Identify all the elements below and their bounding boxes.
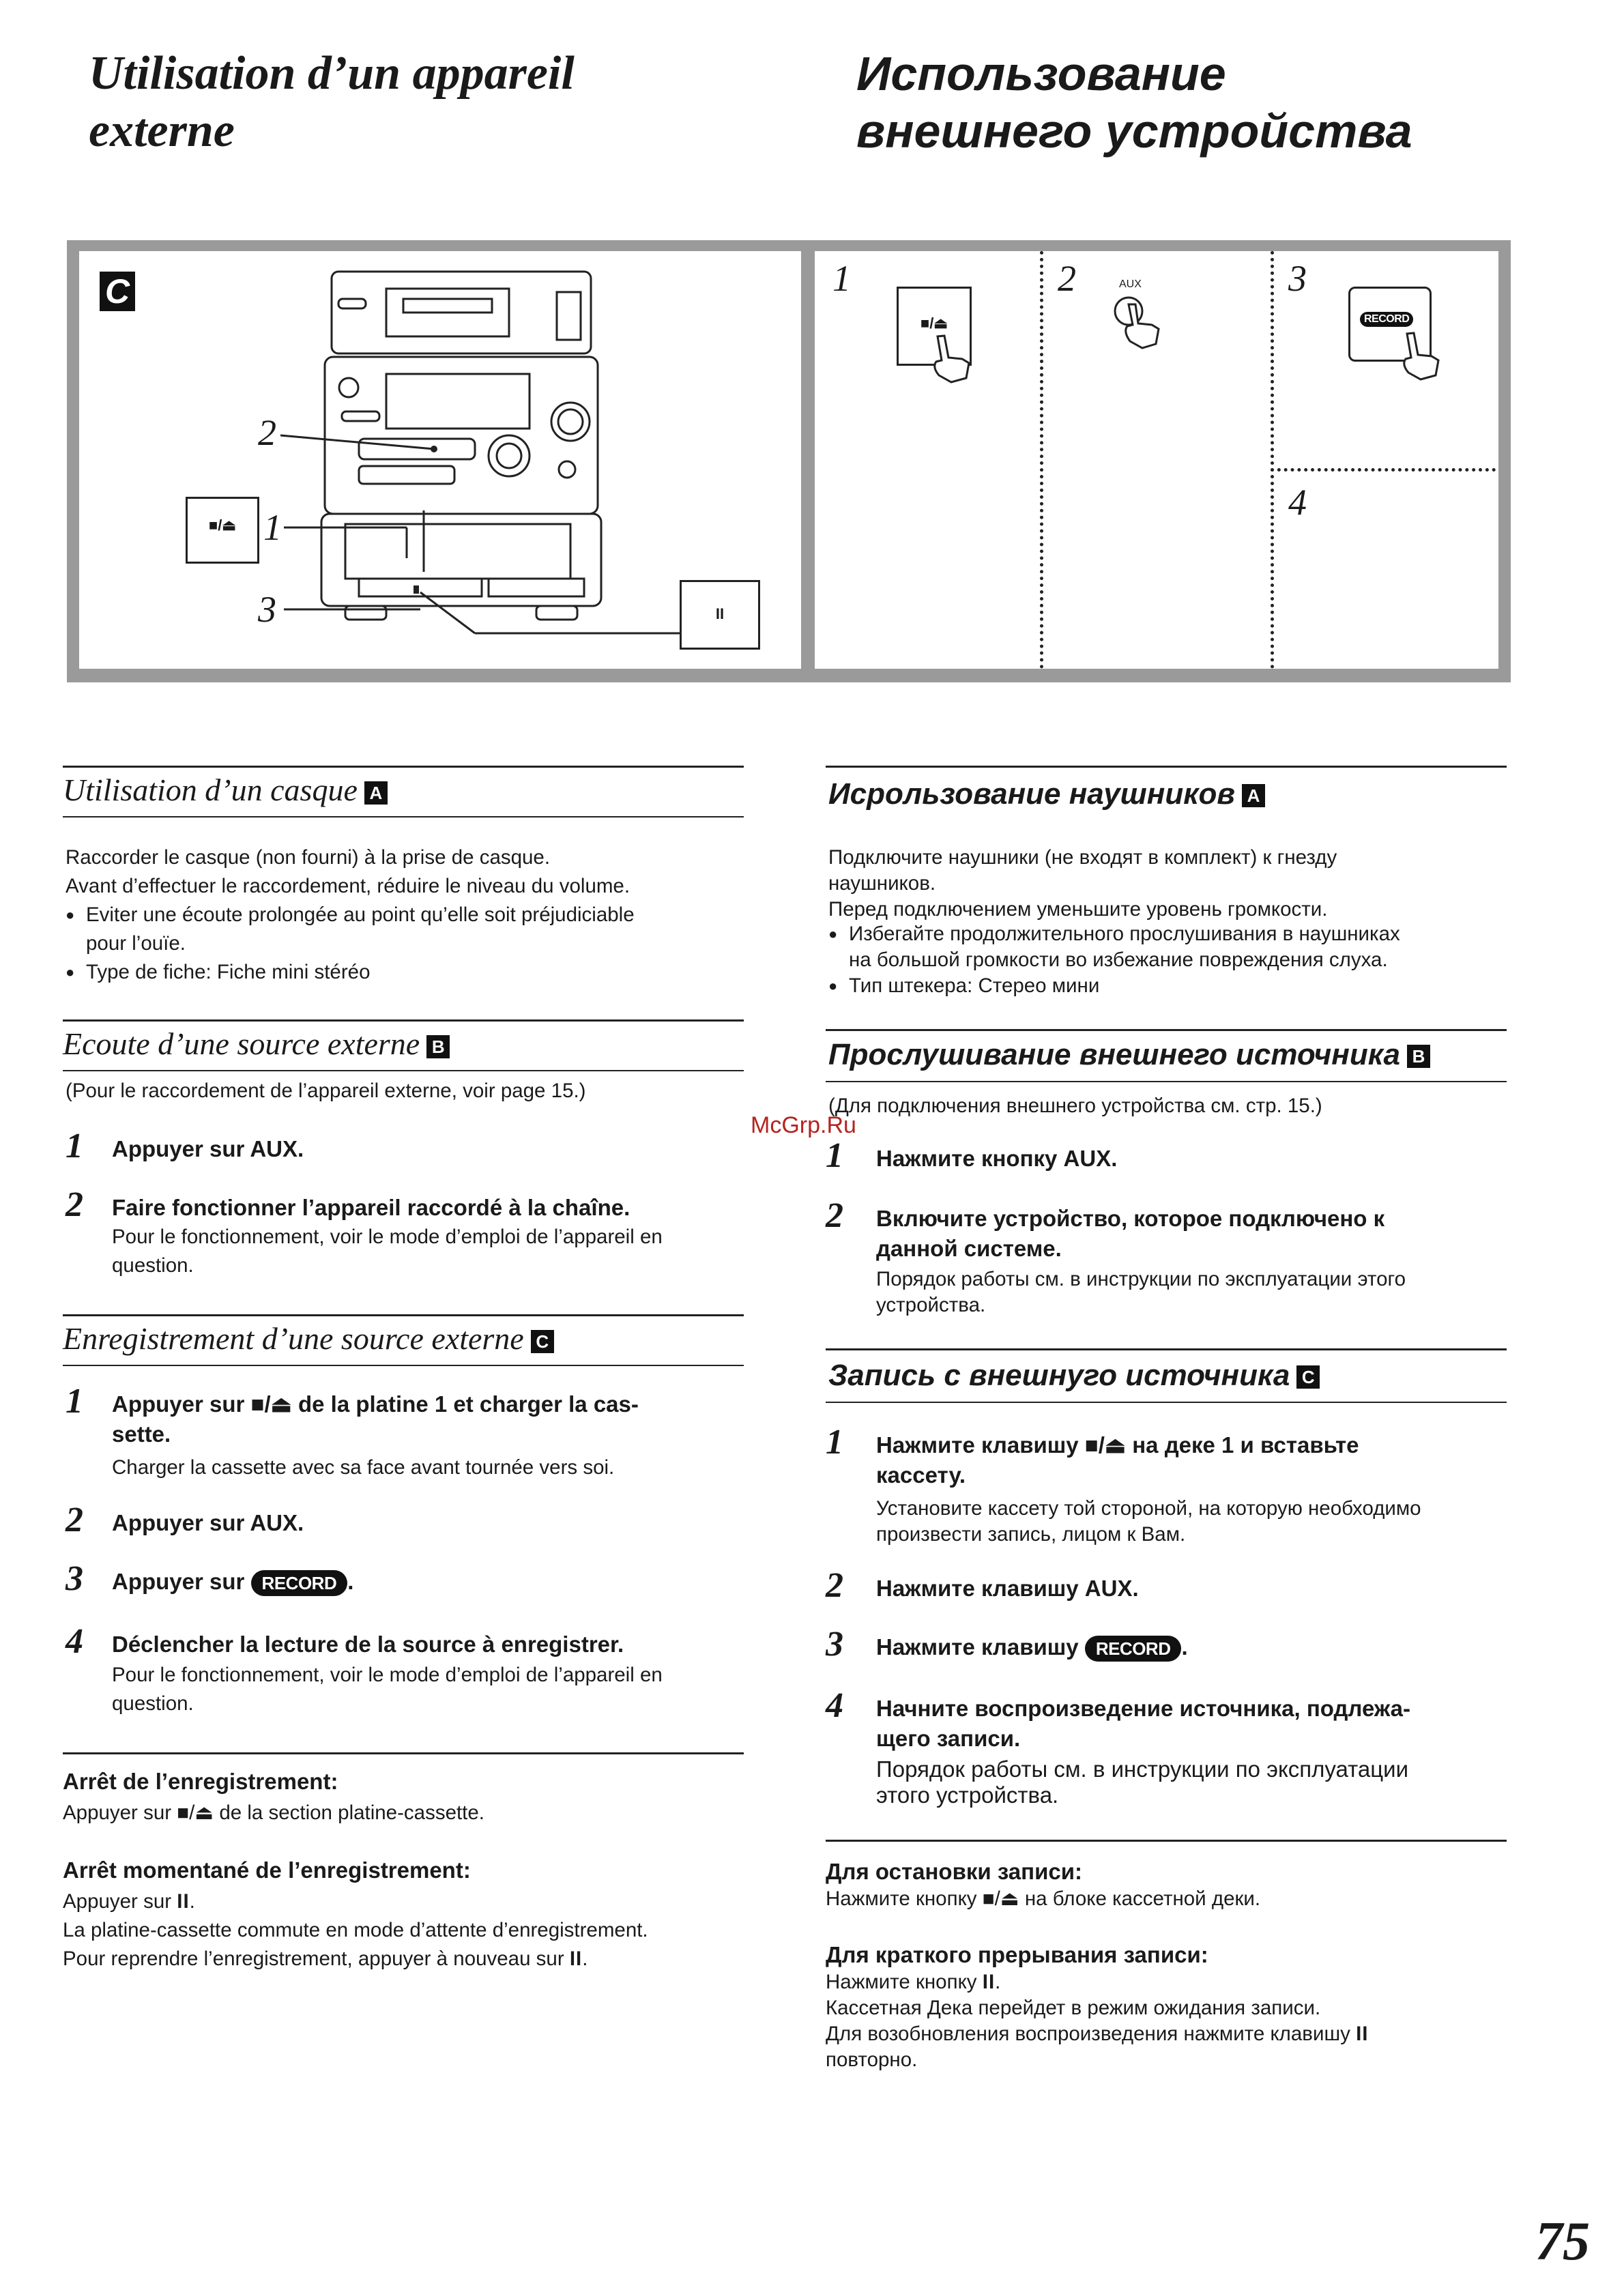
heading-text: Запись с внешнуго источника <box>828 1359 1290 1392</box>
pointing-hand-icon <box>924 333 978 388</box>
divider <box>826 766 1507 768</box>
step-title: Нажмите клавишу AUX. <box>876 1576 1139 1601</box>
title-ru-line1: Использование <box>856 47 1226 100</box>
step-title: Нажмите клавишу ■/⏏ на деке 1 и вставьте <box>876 1432 1359 1458</box>
pause-label: II <box>715 605 725 622</box>
paragraph <box>828 845 1507 897</box>
figure-step-4: 4 <box>1288 482 1307 523</box>
paragraph <box>63 1887 195 1916</box>
step-number: 2 <box>66 1185 83 1224</box>
section-heading-ru-headphones <box>828 775 1265 813</box>
divider <box>63 1070 744 1071</box>
section-badge: A <box>364 781 388 805</box>
bullet-item <box>828 921 1524 973</box>
step-number: 1 <box>66 1127 83 1166</box>
step-desc: Порядок работы см. в инструкции по эксплуатации этого <box>876 1268 1406 1290</box>
divider <box>63 1365 744 1366</box>
bullet-item <box>828 973 1099 999</box>
bullet-text: Type de fiche: Fiche mini stéréo <box>86 961 371 983</box>
bullet-text: Eviter une écoute prolongée au point qu’elle soit préjudiciable <box>86 903 635 926</box>
section-badge: C <box>1296 1365 1320 1389</box>
stop-eject-button-callout <box>186 497 259 564</box>
step-desc: Charger la cassette avec sa face avant tournée vers soi. <box>112 1456 615 1479</box>
step-title: Нажмите кнопку AUX. <box>876 1146 1118 1171</box>
aux-label: AUX <box>1119 278 1142 290</box>
bullet-text: pour l’ouïe. <box>86 932 186 955</box>
step-number: 4 <box>826 1686 843 1725</box>
step-desc: Pour le fonctionnement, voir le mode d’emploi de l’appareil en <box>112 1664 663 1686</box>
text: Для возобновления воспроизведения нажмите клавишу <box>826 2023 1350 2045</box>
pause-symbol: II <box>982 1971 996 1993</box>
title-ru-line2: внешнего устройства <box>856 104 1412 158</box>
subheading: Для краткого прерывания записи: <box>826 1942 1208 1967</box>
step-title: щего записи. <box>876 1726 1021 1751</box>
stop-eject-label: ■/⏏ <box>208 517 237 534</box>
callout-3: 3 <box>258 589 276 630</box>
step-title: Déclencher la lecture de la source à enregistrer. <box>112 1632 624 1657</box>
text: Pour reprendre l’enregistrement, appuyer à nouveau sur <box>63 1948 564 1970</box>
subheading: Arrêt de l’enregistrement: <box>63 1769 338 1794</box>
section-badge: C <box>531 1330 554 1353</box>
section-badge: B <box>1407 1045 1430 1068</box>
section-heading-fr-ecoute <box>63 1025 450 1063</box>
bullet-item <box>66 901 762 958</box>
pause-symbol: II <box>177 1890 190 1913</box>
paragraph: Avant d’effectuer le raccordement, réduire le niveau du volume. <box>66 875 630 897</box>
text: наушников. <box>828 872 936 895</box>
step-title: Начните воспроизведение источника, подлежа- <box>876 1696 1411 1721</box>
section-heading-ru-record <box>828 1357 1320 1395</box>
bullet-item <box>66 958 370 987</box>
step-number: 2 <box>826 1196 843 1235</box>
step-desc: произвести запись, лицом к Вам. <box>876 1523 1186 1546</box>
bullet-text: Избегайте продолжительного прослушивания в наушниках <box>849 923 1400 945</box>
step-desc: устройства. <box>876 1294 986 1316</box>
divider <box>63 1019 744 1022</box>
paragraph <box>826 1969 1000 1995</box>
paragraph: La platine-cassette commute en mode d’attente d’enregistrement. <box>63 1919 648 1941</box>
title-fr-line1: Utilisation d’un appareil <box>89 47 575 100</box>
text: Нажмите кнопку <box>826 1971 977 1993</box>
figure-device-panel <box>79 251 801 669</box>
step-title: Appuyer sur ■/⏏ de la platine 1 et charger la cas- <box>112 1391 639 1417</box>
step-title: кассету. <box>876 1462 966 1488</box>
step-number: 4 <box>66 1622 83 1661</box>
text: Подключите наушники (не входят в комплект) к гнезду <box>828 846 1337 869</box>
aux-button-icon <box>1108 291 1170 366</box>
divider <box>826 1029 1507 1031</box>
step-number: 1 <box>826 1136 843 1175</box>
callout-1: 1 <box>263 507 282 548</box>
page-title-ru <box>856 45 1607 160</box>
callout-2: 2 <box>258 412 276 453</box>
figure-step-3: 3 <box>1288 258 1307 299</box>
page-number: 75 <box>1535 2212 1590 2272</box>
step-title: Appuyer sur AUX. <box>112 1510 304 1535</box>
heading-text: Исрользование наушников <box>828 777 1235 811</box>
step-number: 2 <box>66 1501 83 1539</box>
pause-button-callout <box>680 580 760 650</box>
step-number: 1 <box>66 1382 83 1421</box>
divider <box>1271 468 1496 472</box>
heading-text: Ecoute d’une source externe <box>63 1026 420 1061</box>
text: . <box>995 1971 1001 1993</box>
step-number: 3 <box>66 1559 83 1598</box>
step-title-text: Appuyer sur <box>112 1569 245 1594</box>
page-title-fr <box>89 45 771 160</box>
divider <box>1040 251 1043 669</box>
figure-step-2: 2 <box>1058 258 1076 299</box>
step-desc: question. <box>112 1254 194 1277</box>
pointing-hand-icon <box>1393 330 1448 385</box>
divider <box>826 1840 1507 1842</box>
bullet-text: Тип штекера: Стерео мини <box>849 974 1100 997</box>
section-heading-fr-enregistrement <box>63 1320 554 1358</box>
step-title: Faire fonctionner l’appareil raccordé à la chaîne. <box>112 1195 630 1220</box>
step-title: Appuyer sur AUX. <box>112 1136 304 1161</box>
text: Appuyer sur <box>63 1890 172 1913</box>
paragraph <box>826 2021 1507 2047</box>
watermark: McGrp.Ru <box>751 1112 856 1138</box>
paragraph: Кассетная Дека перейдет в режим ожидания записи. <box>826 1997 1321 2019</box>
heading-text: Utilisation d’un casque <box>63 772 358 807</box>
paragraph: Raccorder le casque (non fourni) à la prise de casque. <box>66 846 551 869</box>
text: . <box>582 1948 588 1970</box>
step-number: 1 <box>826 1423 843 1462</box>
title-fr-line2: externe <box>89 104 235 157</box>
heading-text: Enregistrement d’une source externe <box>63 1321 524 1356</box>
paragraph: повторно. <box>826 2048 918 2071</box>
section-badge: B <box>426 1035 450 1058</box>
figure-step-1: 1 <box>832 258 851 299</box>
bullet-text: на большой громкости во избежание повреждения слуха. <box>849 949 1388 971</box>
step-title: sette. <box>112 1421 171 1447</box>
paragraph: Appuyer sur ■/⏏ de la section platine-cassette. <box>63 1801 484 1824</box>
heading-text: Прослушивание внешнего источника <box>828 1038 1401 1071</box>
step-title: Включите устройство, которое подключено к <box>876 1206 1385 1231</box>
divider <box>826 1348 1507 1350</box>
divider <box>826 1081 1507 1082</box>
section-heading-fr-casque <box>63 771 388 809</box>
pause-symbol: II <box>569 1948 583 1970</box>
step-number: 3 <box>826 1625 843 1664</box>
note: (Pour le raccordement de l’appareil externe, voir page 15.) <box>66 1080 586 1102</box>
step-title-text: Нажмите клавишу <box>876 1634 1079 1660</box>
divider <box>63 1314 744 1316</box>
pause-symbol: II <box>1356 2023 1369 2045</box>
divider <box>63 766 744 768</box>
step-title: данной системе. <box>876 1236 1062 1261</box>
paragraph: Нажмите кнопку ■/⏏ на блоке кассетной деки. <box>826 1887 1261 1910</box>
figure-steps-panel <box>815 251 1498 669</box>
divider <box>63 1752 744 1754</box>
step-desc: question. <box>112 1692 194 1715</box>
divider <box>63 816 744 817</box>
step-title: Appuyer sur RECORD . <box>112 1567 353 1597</box>
divider <box>1271 251 1274 669</box>
figure-badge: C <box>100 272 135 311</box>
figure-c <box>67 240 1511 682</box>
step-number: 2 <box>826 1566 843 1605</box>
divider <box>826 1402 1507 1403</box>
note: (Для подключения внешнего устройства см. стр. 15.) <box>828 1095 1322 1117</box>
text: . <box>189 1890 195 1913</box>
record-label: RECORD <box>1360 312 1413 327</box>
section-heading-ru-listen <box>828 1036 1430 1074</box>
paragraph <box>63 1945 588 1973</box>
paragraph: Перед подключением уменьшите уровень громкости. <box>828 898 1328 921</box>
subheading: Arrêt momentané de l’enregistrement: <box>63 1857 471 1883</box>
step-desc: Установите кассету той стороной, на которую необходимо <box>876 1497 1421 1520</box>
record-button-symbol: RECORD <box>1085 1636 1182 1662</box>
record-button-symbol: RECORD <box>251 1570 348 1596</box>
subheading: Для остановки записи: <box>826 1859 1083 1884</box>
stop-eject-label: ■/⏏ <box>920 315 948 332</box>
step-desc: Порядок работы см. в инструкции по эксплуатации <box>876 1756 1409 1782</box>
step-desc: Pour le fonctionnement, voir le mode d’emploi de l’appareil en <box>112 1226 663 1248</box>
section-badge: A <box>1242 784 1265 807</box>
step-title: Нажмите клавишу RECORD . <box>876 1632 1188 1662</box>
step-desc: этого устройства. <box>876 1782 1059 1808</box>
